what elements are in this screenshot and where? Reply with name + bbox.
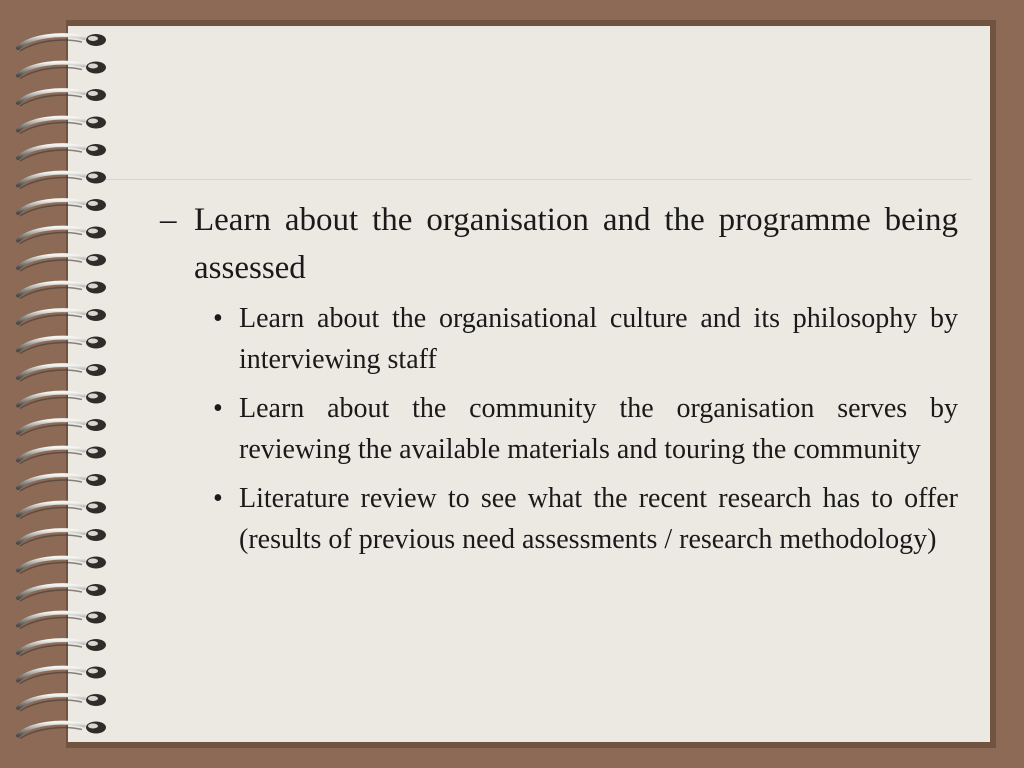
spiral-highlight — [88, 366, 98, 371]
spiral-highlight — [88, 229, 98, 234]
slide-content — [158, 196, 958, 568]
spiral-highlight — [88, 641, 98, 646]
bullet-marker: • — [213, 303, 223, 334]
spiral-highlight — [88, 586, 98, 591]
spiral-highlight — [88, 64, 98, 69]
sub-bullet — [213, 478, 958, 560]
spiral-highlight — [88, 311, 98, 316]
main-bullet-text: Learn about the organisation and the programme being assessed — [194, 202, 958, 286]
spiral-highlight — [88, 531, 98, 536]
sub-bullet — [213, 298, 958, 380]
bullet-marker: • — [213, 483, 223, 514]
spiral-highlight — [88, 559, 98, 564]
sub-bullet — [213, 388, 958, 470]
bullet-marker: • — [213, 393, 223, 424]
spiral-highlight — [88, 146, 98, 151]
spiral-highlight — [88, 256, 98, 261]
title-divider — [94, 179, 972, 180]
spiral-binding-icon — [0, 0, 140, 768]
spiral-highlight — [88, 394, 98, 399]
spiral-highlight — [88, 36, 98, 41]
spiral-highlight — [88, 669, 98, 674]
spiral-highlight — [88, 119, 98, 124]
spiral-highlight — [88, 284, 98, 289]
spiral-highlight — [88, 201, 98, 206]
spiral-highlight — [88, 91, 98, 96]
spiral-highlight — [88, 476, 98, 481]
spiral-highlight — [88, 339, 98, 344]
spiral-highlight — [88, 174, 98, 179]
sub-bullet-text: Literature review to see what the recent research has to offer (results of previous need assessments / research methodology) — [239, 483, 958, 555]
sub-bullet-text: Learn about the organisational culture and its philosophy by interviewing staff — [239, 303, 958, 375]
sub-bullet-text: Learn about the community the organisation serves by reviewing the available materials and touring the community — [239, 393, 958, 465]
spiral-highlight — [88, 449, 98, 454]
main-bullet — [158, 196, 958, 292]
spiral-highlight — [88, 614, 98, 619]
spiral-highlight — [88, 504, 98, 509]
spiral-highlight — [88, 696, 98, 701]
spiral-highlight — [88, 421, 98, 426]
spiral-highlight — [88, 724, 98, 729]
dash-marker: – — [160, 202, 177, 238]
